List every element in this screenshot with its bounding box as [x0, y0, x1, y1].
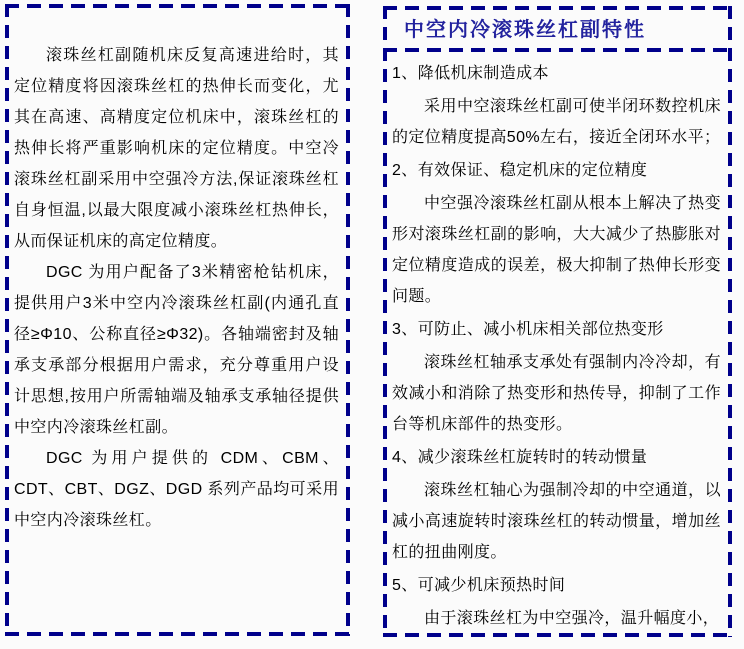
feature-item [392, 58, 721, 153]
feature-item [392, 442, 721, 568]
left-panel-paragraph: DGC 为用户配备了3米精密枪钻机床，提供用户3米中空内冷滚珠丝杠副(内通孔直径≥Φ10、公称直径≥Φ32)。各轴端密封及轴承支承部分根据用户需求，充分尊重用户设计思想,按用户所需轴端及轴承支承轴径提供中空内冷滚珠丝杠副。 [14, 264, 339, 436]
feature-heading: 5、可减少机床预热时间 [392, 577, 566, 594]
feature-detail: 中空强冷滚珠丝杠副从根本上解决了热变形对滚珠丝杠副的影响，大大减少了热膨胀对定位精度造成的误差，极大抑制了热伸长形变问题。 [392, 195, 721, 305]
features-panel-header [383, 6, 732, 48]
feature-heading: 2、有效保证、稳定机床的定位精度 [392, 162, 648, 179]
feature-detail: 滚珠丝杠轴承支承处有强制内冷冷却，有效减小和消除了热变形和热传导，抑制了工作台等机床部件的热变形。 [392, 354, 721, 433]
features-list [383, 52, 732, 634]
feature-heading: 1、降低机床制造成本 [392, 65, 549, 82]
panel-title: 中空内冷滚珠丝杠副特性 [404, 18, 646, 41]
left-text-panel [5, 4, 350, 636]
feature-item [392, 570, 721, 634]
feature-detail: 由于滚珠丝杠为中空强冷，温升幅度小， [424, 610, 720, 627]
left-panel-paragraph: DGC 为用户提供的 CDM、CBM、CDT、CBT、DGZ、DGD 系列产品均可采用中空内冷滚珠丝杠。 [14, 450, 339, 529]
left-panel-paragraph: 滚珠丝杠副随机床反复高速进给时，其定位精度将因滚珠丝杠的热伸长而变化，尤其在高速、高精度定位机床中，滚珠丝杠的热伸长将严重影响机床的定位精度。中空冷滚珠丝杠副采用中空强冷方法,保证滚珠丝杠自身恒温,以最大限度减小滚珠丝杠热伸长，从而保证机床的高定位精度。 [14, 47, 339, 250]
feature-detail: 采用中空滚珠丝杠副可使半闭环数控机床的定位精度提高50%左右，接近全闭环水平； [392, 98, 721, 146]
feature-heading: 3、可防止、减小机床相关部位热变形 [392, 321, 664, 338]
feature-item [392, 155, 721, 312]
feature-detail: 滚珠丝杠轴心为强制冷却的中空通道，以减小高速旋转时滚珠丝杠的转动惯量，增加丝杠的扭曲刚度。 [392, 482, 721, 561]
feature-item [392, 314, 721, 440]
features-panel [383, 6, 732, 637]
feature-heading: 4、减少滚珠丝杠旋转时的转动惯量 [392, 449, 648, 466]
